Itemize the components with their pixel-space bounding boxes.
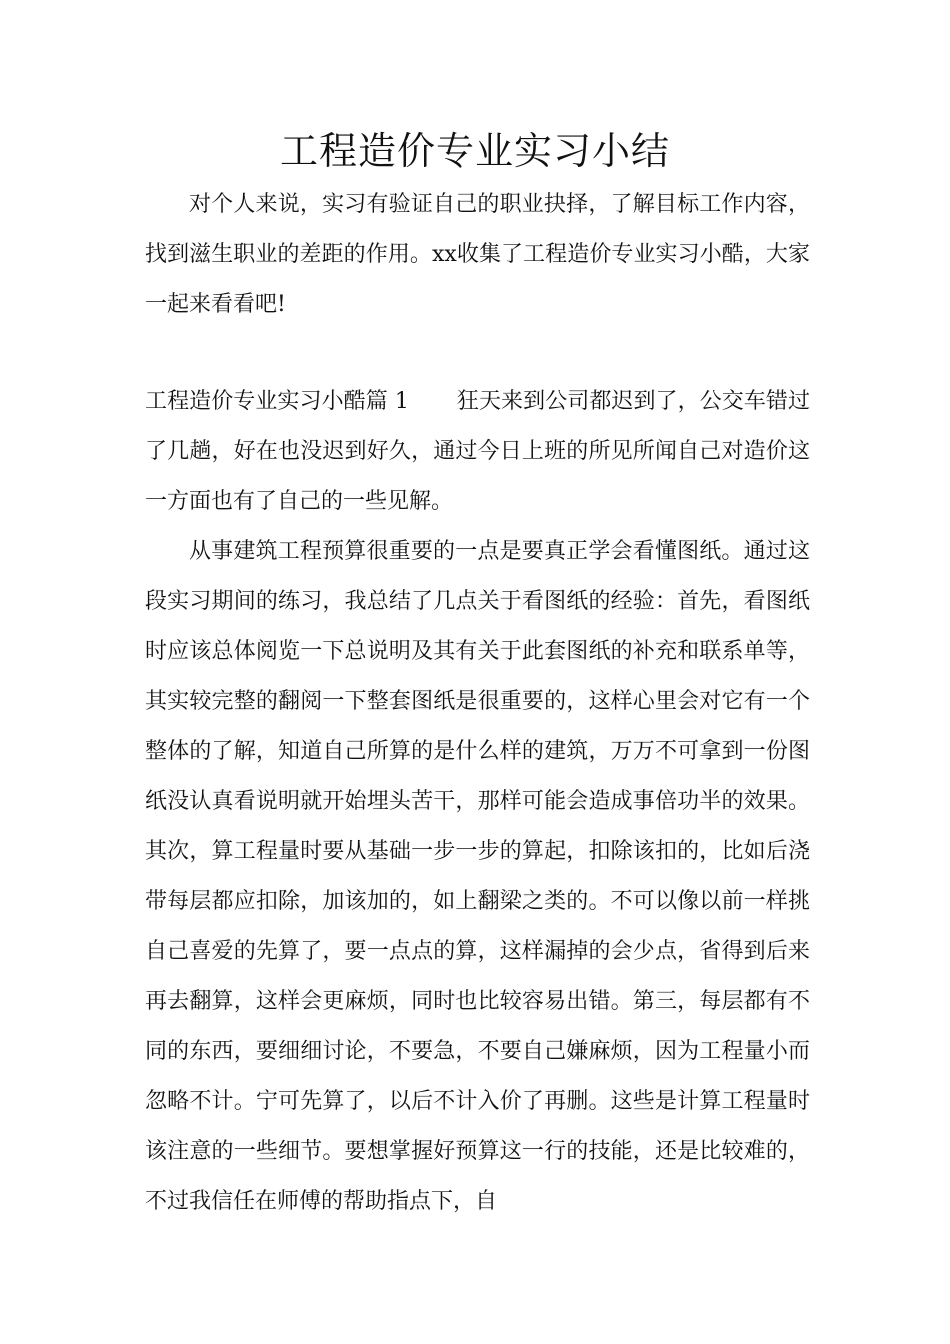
- section-heading: 工程造价专业实习小酷篇 1: [145, 389, 409, 414]
- section-second-paragraph: 从事建筑工程预算很重要的一点是要真正学会看懂图纸。通过这段实习期间的练习，我总结了几点关于看图纸的经验：首先，看图纸时应该总体阅览一下总说明及其有关于此套图纸的补充和联系单等，其实较完整的翻阅一下整套图纸是很重要的，这样心里会对它有一个整体的了解，知道自己所算的是什么样的建筑，万万不可拿到一份图纸没认真看说明就开始埋头苦干，那样可能会造成事倍功半的效果。其次，算工程量时要从基础一步一步的算起，扣除该扣的，比如后浇带每层都应扣除，加该加的，如上翻梁之类的。不可以像以前一样挑自己喜爱的先算了，要一点点的算，这样漏掉的会少点，省得到后来再去翻算，这样会更麻烦，同时也比较容易出错。第三，每层都有不同的东西，要细细讨论，不要急，不要自己嫌麻烦，因为工程量小而忽略不计。宁可先算了，以后不计入价了再删。这些是计算工程量时该注意的一些细节。要想掌握好预算这一行的技能，还是比较难的，不过我信任在师傅的帮助指点下，自: [145, 539, 810, 1214]
- section-first-paragraph: 狂天来到公司都迟到了，公交车错过了几趟，好在也没迟到好久，通过今日上班的所见所闻自己对造价这一方面也有了自己的一些见解。: [145, 389, 810, 514]
- intro-paragraph: 对个人来说，实习有验证自己的职业抉择，了解目标工作内容，找到滋生职业的差距的作用。xx收集了工程造价专业实习小酷，大家一起来看看吧!: [145, 192, 810, 317]
- document-title: 工程造价专业实习小结: [279, 129, 670, 173]
- section-paragraph: [145, 377, 810, 527]
